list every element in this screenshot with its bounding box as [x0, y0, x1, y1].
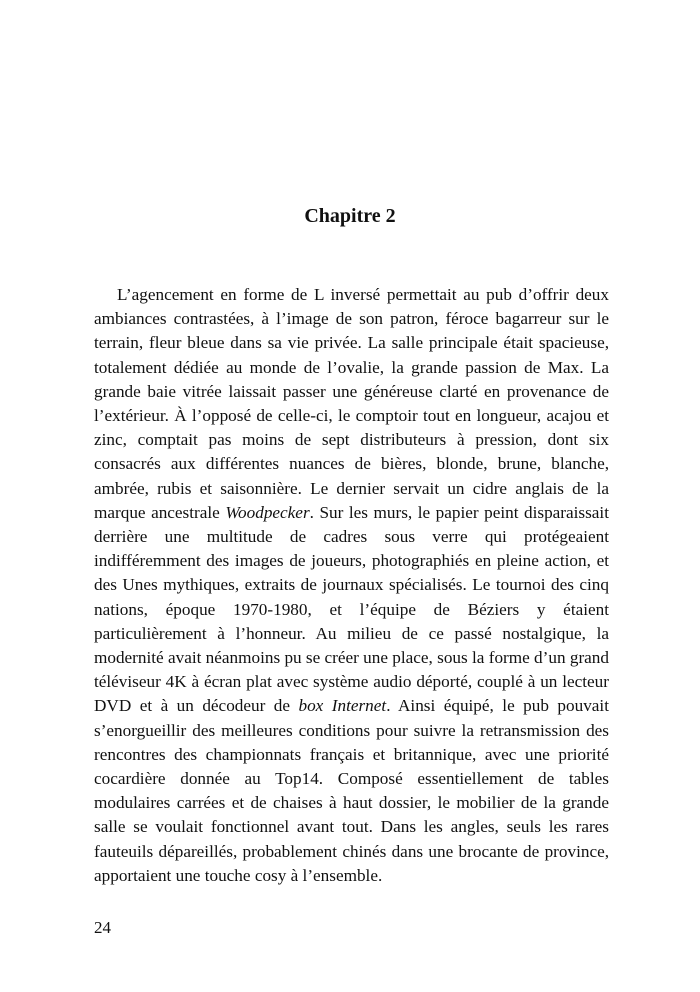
paragraph — [94, 283, 609, 888]
box-internet-italic: box Internet — [298, 696, 387, 716]
text-segment-1: L’agencement en forme de L inversé permettait au pub d’offrir deux ambiances contrastées, à l’image de son patron, féroce bagarreur sur le terrain, fleur bleue dans sa vie privée. La salle principale était spacieuse, totalement dédiée au monde de l’ovalie, la grande passion de Max. La grande baie vitrée laissait passer une généreuse clarté en provenance de l’extérieur. À l’opposé de celle-ci, le comptoir tout en longueur, acajou et zinc, comptait pas moins de sept distributeurs à pression, dont six consacrés aux différentes nuances de bières, blonde, brune, blanche, ambrée, rubis et saisonnière. Le dernier servait un cidre anglais de la marque ancestrale — [94, 285, 609, 522]
brand-name-italic: Woodpecker — [225, 502, 310, 522]
page-number: 24 — [94, 918, 111, 937]
text-segment-3: . Ainsi équipé, le pub pouvait s’enorgueillir des meilleures conditions pour suivre la retransmission des rencontres des championnats français et britannique, avec une priorité cocardière donnée au Top14. Composé essentiellement de tables modulaires carrées et de chaises à haut dossier, le mobilier de la grande salle se voulait fonctionnel avant tout. Dans les angles, seuls les rares fauteuils dépareillés, probablement chinés dans une brocante de province, apportaient une touche cosy à l’ensemble. — [94, 696, 609, 885]
text-segment-2: . Sur les murs, le papier peint disparaissait derrière une multitude de cadres sous verre qui protégeaient indifféremment des images de joueurs, photographiés en pleine action, et des Unes mythiques, extraits de journaux spécialisés. Le tournoi des cinq nations, époque 1970-1980, et l’équipe de Béziers y étaient particulièrement à l’honneur. Au milieu de ce passé nostalgique, la modernité avait néanmoins pu se créer une place, sous la forme d’un grand téléviseur 4K à écran plat avec système audio déporté, couplé à un lecteur DVD et à un décodeur de — [94, 502, 609, 716]
chapter-title: Chapitre 2 — [304, 204, 396, 227]
body-text — [94, 283, 609, 888]
